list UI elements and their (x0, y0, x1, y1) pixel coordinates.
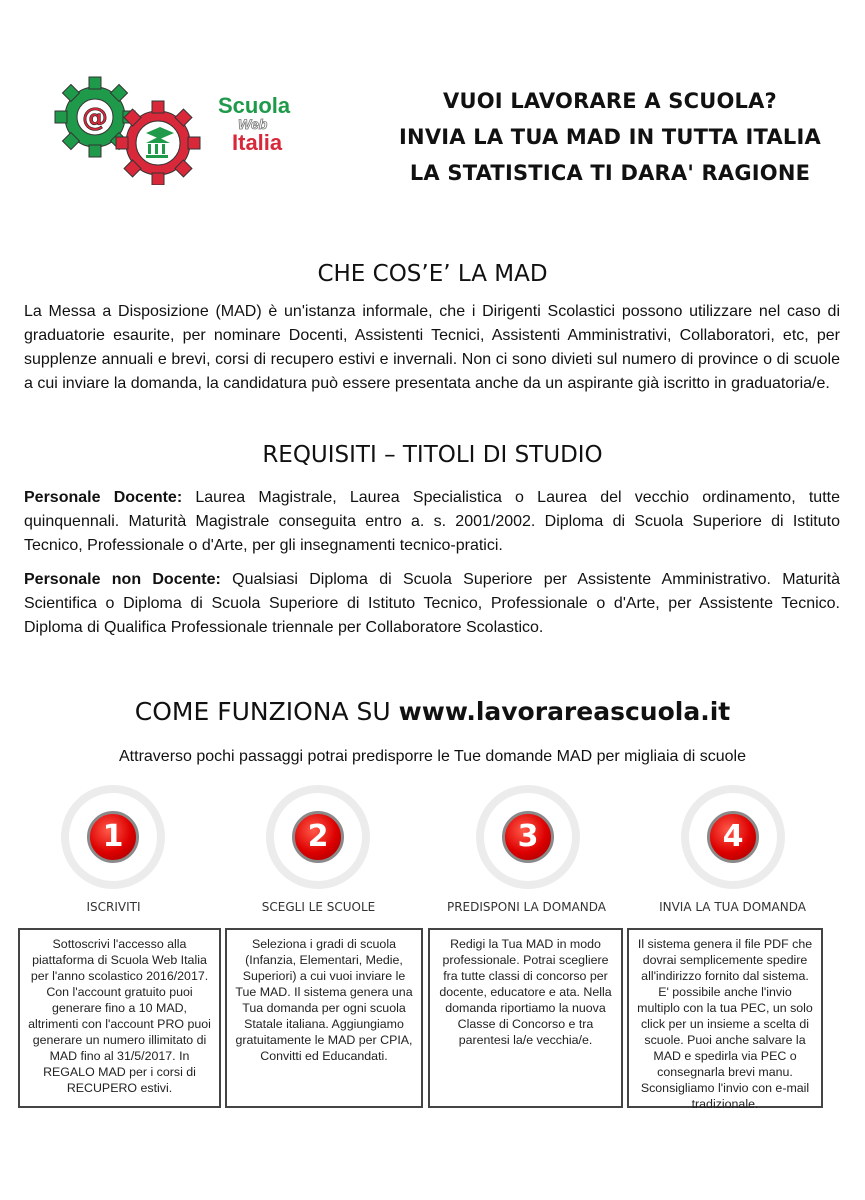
section-title-how (0, 697, 865, 726)
requirement-staff (24, 568, 840, 640)
what-text: La Messa a Disposizione (MAD) è un'istanza informale, che i Dirigenti Scolastici possono utilizzare nel caso di graduatorie esaurite, per nominare Docenti, Assistenti Tecnici, Assistenti Amministrativi, Collaboratori, etc, per supplenze annuali e brevi, corsi di recupero estivi e invernali. Non ci sono divieti sul numero di province o di scuole a cui inviare la domanda, la candidatura può essere presentata anche da un aspirante già iscritto in graduatoria/e. (24, 303, 840, 392)
logo-text-scuola: Scuola (218, 93, 291, 118)
step-label: INVIA LA TUA DOMANDA (659, 900, 806, 914)
gears-icon (50, 75, 230, 185)
step-label: PREDISPONI LA DOMANDA (446, 900, 606, 914)
requirement-label: Personale Docente: (24, 489, 183, 506)
requirement-label: Personale non Docente: (24, 571, 221, 588)
how-subtitle: Attraverso pochi passaggi potrai predisporre le Tue domande MAD per migliaia di scuole (119, 748, 746, 765)
step-description: Il sistema genera il file PDF che dovrai semplicemente spedire all'indirizzo fornito dal sistema. E' possibile anche l'invio multiplo con la tua PEC, un solo click per un insieme a scelta di scuole. Puoi anche salvare la MAD e spedirla via PEC o consegnarla brevi manu. Sconsigliamo l'invio con e-mail tradizionale. (627, 928, 823, 1108)
headline-line: VUOI LAVORARE A SCUOLA? (443, 89, 777, 113)
requirements-paragraphs (24, 486, 840, 650)
step-4-icon (681, 785, 785, 889)
how-title: COME FUNZIONA SU (134, 697, 399, 726)
section-title-requirements: REQUISITI – TITOLI DI STUDIO (262, 442, 603, 468)
requirement-text: Laurea Magistrale, Laurea Specialistica o Laurea del vecchio ordinamento, tutte quinquennali. Maturità Magistrale conseguita entro a. s. 2001/2002. Diploma di Scuola Superiore di Istituto Tecnico, Professionale o d'Arte, per gli insegnamenti tecnico-pratici. (24, 489, 840, 554)
what-paragraph (24, 300, 840, 406)
section-title-what: CHE COS’E’ LA MAD (317, 261, 548, 287)
step-number: 3 (502, 811, 554, 863)
step-label: SCEGLI LE SCUOLE (261, 900, 376, 914)
step-number: 2 (292, 811, 344, 863)
step-number: 4 (707, 811, 759, 863)
step-number: 1 (87, 811, 139, 863)
headline (340, 83, 865, 191)
step-description: Sottoscrivi l'accesso alla piattaforma di Scuola Web Italia per l'anno scolastico 2016/2017. Con l'account gratuito puoi generare fino a 10 MAD, altrimenti con l'account PRO puoi generare un numero illimitato di MAD fino al 31/5/2017. In REGALO MAD per i corsi di RECUPERO estivi. (18, 928, 221, 1108)
requirement-teachers (24, 486, 840, 558)
headline-line: INVIA LA TUA MAD IN TUTTA ITALIA (399, 125, 821, 149)
step-label: ISCRIVITI (86, 900, 141, 914)
logo-text-web: Web (238, 116, 268, 132)
step-2-icon (266, 785, 370, 889)
step-description: Redigi la Tua MAD in modo professionale. Potrai scegliere fra tutte classi di concorso per docente, educatore e ata. Nella domanda riportiamo la nuova Classe di Concorso e tra parentesi la/e vecchia/e. (428, 928, 623, 1108)
step-3-icon (476, 785, 580, 889)
headline-line: LA STATISTICA TI DARA' RAGIONE (409, 161, 811, 185)
svg-text:@: @ (82, 103, 108, 133)
logo-text-italia: Italia (232, 130, 283, 155)
step-1-icon (61, 785, 165, 889)
requirement-text: Qualsiasi Diploma di Scuola Superiore per Assistente Amministrativo. Maturità Scientifica o Diploma di Scuola Superiore di Istituto Tecnico, Professionale o d'Arte, per Assistente Tecnico. Diploma di Qualifica Professionale triennale per Collaboratore Scolastico. (24, 571, 840, 636)
website-link[interactable]: www.lavorareascuola.it (398, 697, 731, 726)
logo (50, 75, 320, 185)
step-description: Seleziona i gradi di scuola (Infanzia, Elementari, Medie, Superiori) a cui vuoi inviare le Tue MAD. Il sistema genera una Tua domanda per ogni scuola Statale italiana. Aggiungiamo gratuitamente le MAD per CPIA, Convitti ed Educandati. (225, 928, 423, 1108)
